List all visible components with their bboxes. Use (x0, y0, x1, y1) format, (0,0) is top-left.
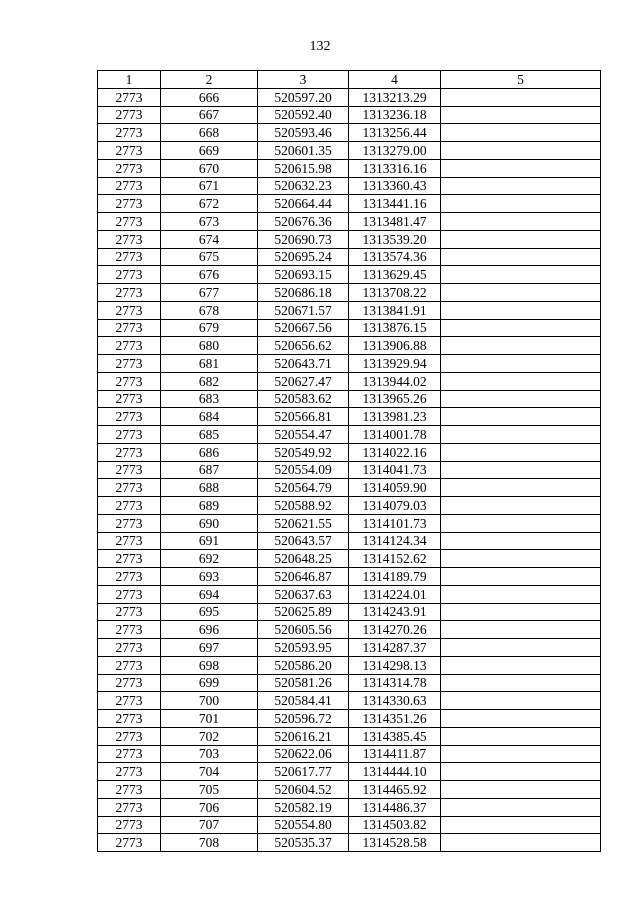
cell-coordinate-x: 520588.92 (258, 497, 349, 515)
table-row (98, 514, 601, 532)
cell-coordinate-x: 520592.40 (258, 106, 349, 124)
cell-coordinate-y: 1313539.20 (349, 230, 441, 248)
cell-coordinate-y: 1313944.02 (349, 372, 441, 390)
cell-note (441, 301, 601, 319)
cell-note (441, 443, 601, 461)
cell-note (441, 408, 601, 426)
cell-coordinate-x: 520671.57 (258, 301, 349, 319)
cell-coordinate-x: 520604.52 (258, 781, 349, 799)
table-row (98, 230, 601, 248)
cell-parcel: 2773 (98, 337, 161, 355)
cell-parcel: 2773 (98, 142, 161, 160)
cell-note (441, 532, 601, 550)
cell-note (441, 816, 601, 834)
cell-coordinate-x: 520583.62 (258, 390, 349, 408)
table-row (98, 248, 601, 266)
cell-coordinate-y: 1314528.58 (349, 834, 441, 852)
cell-coordinate-y: 1314385.45 (349, 727, 441, 745)
cell-coordinate-x: 520566.81 (258, 408, 349, 426)
cell-point-number: 677 (161, 284, 258, 302)
cell-note (441, 745, 601, 763)
cell-note (441, 497, 601, 515)
table-row (98, 692, 601, 710)
cell-parcel: 2773 (98, 195, 161, 213)
cell-coordinate-y: 1314243.91 (349, 603, 441, 621)
cell-coordinate-y: 1313213.29 (349, 88, 441, 106)
cell-coordinate-y: 1314314.78 (349, 674, 441, 692)
cell-parcel: 2773 (98, 816, 161, 834)
cell-parcel: 2773 (98, 213, 161, 231)
cell-coordinate-x: 520616.21 (258, 727, 349, 745)
cell-parcel: 2773 (98, 284, 161, 302)
cell-note (441, 656, 601, 674)
table-row (98, 284, 601, 302)
cell-point-number: 680 (161, 337, 258, 355)
cell-coordinate-x: 520593.46 (258, 124, 349, 142)
cell-coordinate-x: 520648.25 (258, 550, 349, 568)
cell-parcel: 2773 (98, 621, 161, 639)
cell-coordinate-x: 520664.44 (258, 195, 349, 213)
column-header-4: 4 (349, 71, 441, 89)
cell-coordinate-y: 1313441.16 (349, 195, 441, 213)
cell-coordinate-y: 1314124.34 (349, 532, 441, 550)
cell-point-number: 671 (161, 177, 258, 195)
cell-parcel: 2773 (98, 834, 161, 852)
cell-point-number: 666 (161, 88, 258, 106)
cell-parcel: 2773 (98, 372, 161, 390)
column-header-1: 1 (98, 71, 161, 89)
cell-point-number: 694 (161, 585, 258, 603)
cell-parcel: 2773 (98, 639, 161, 657)
table-row (98, 763, 601, 781)
cell-parcel: 2773 (98, 355, 161, 373)
cell-note (441, 372, 601, 390)
cell-coordinate-y: 1313481.47 (349, 213, 441, 231)
cell-coordinate-x: 520695.24 (258, 248, 349, 266)
cell-coordinate-x: 520637.63 (258, 585, 349, 603)
cell-parcel: 2773 (98, 798, 161, 816)
cell-coordinate-x: 520643.57 (258, 532, 349, 550)
cell-coordinate-x: 520549.92 (258, 443, 349, 461)
cell-point-number: 684 (161, 408, 258, 426)
cell-note (441, 461, 601, 479)
cell-point-number: 696 (161, 621, 258, 639)
cell-parcel: 2773 (98, 532, 161, 550)
cell-coordinate-y: 1314465.92 (349, 781, 441, 799)
cell-note (441, 195, 601, 213)
cell-coordinate-x: 520535.37 (258, 834, 349, 852)
table-row (98, 497, 601, 515)
cell-parcel: 2773 (98, 124, 161, 142)
cell-parcel: 2773 (98, 514, 161, 532)
cell-point-number: 689 (161, 497, 258, 515)
cell-coordinate-x: 520632.23 (258, 177, 349, 195)
cell-coordinate-x: 520693.15 (258, 266, 349, 284)
cell-note (441, 621, 601, 639)
cell-point-number: 681 (161, 355, 258, 373)
cell-point-number: 691 (161, 532, 258, 550)
cell-point-number: 697 (161, 639, 258, 657)
cell-parcel: 2773 (98, 301, 161, 319)
cell-coordinate-y: 1313236.18 (349, 106, 441, 124)
cell-parcel: 2773 (98, 88, 161, 106)
table-row (98, 674, 601, 692)
cell-coordinate-y: 1314411.87 (349, 745, 441, 763)
column-header-3: 3 (258, 71, 349, 89)
cell-note (441, 479, 601, 497)
cell-parcel: 2773 (98, 266, 161, 284)
cell-note (441, 248, 601, 266)
cell-parcel: 2773 (98, 426, 161, 444)
cell-point-number: 704 (161, 763, 258, 781)
cell-note (441, 710, 601, 728)
cell-parcel: 2773 (98, 230, 161, 248)
cell-note (441, 284, 601, 302)
cell-coordinate-x: 520643.71 (258, 355, 349, 373)
cell-coordinate-y: 1314444.10 (349, 763, 441, 781)
cell-coordinate-x: 520605.56 (258, 621, 349, 639)
cell-coordinate-y: 1313906.88 (349, 337, 441, 355)
cell-point-number: 698 (161, 656, 258, 674)
cell-note (441, 213, 601, 231)
table-row (98, 585, 601, 603)
cell-point-number: 708 (161, 834, 258, 852)
table-body (98, 88, 601, 851)
cell-parcel: 2773 (98, 656, 161, 674)
cell-coordinate-x: 520690.73 (258, 230, 349, 248)
coordinates-table (97, 70, 601, 852)
cell-note (441, 319, 601, 337)
cell-coordinate-y: 1313360.43 (349, 177, 441, 195)
cell-coordinate-x: 520596.72 (258, 710, 349, 728)
cell-note (441, 674, 601, 692)
cell-coordinate-y: 1314298.13 (349, 656, 441, 674)
cell-point-number: 678 (161, 301, 258, 319)
cell-parcel: 2773 (98, 497, 161, 515)
cell-coordinate-x: 520646.87 (258, 568, 349, 586)
table-row (98, 834, 601, 852)
cell-parcel: 2773 (98, 177, 161, 195)
cell-note (441, 106, 601, 124)
table-row (98, 816, 601, 834)
cell-coordinate-y: 1313981.23 (349, 408, 441, 426)
cell-coordinate-x: 520554.47 (258, 426, 349, 444)
cell-coordinate-x: 520686.18 (258, 284, 349, 302)
cell-note (441, 124, 601, 142)
cell-coordinate-x: 520584.41 (258, 692, 349, 710)
cell-coordinate-y: 1314270.26 (349, 621, 441, 639)
cell-note (441, 603, 601, 621)
cell-coordinate-y: 1314486.37 (349, 798, 441, 816)
table-row (98, 532, 601, 550)
table-row (98, 301, 601, 319)
cell-coordinate-x: 520554.09 (258, 461, 349, 479)
cell-coordinate-x: 520582.19 (258, 798, 349, 816)
cell-parcel: 2773 (98, 763, 161, 781)
table-row (98, 408, 601, 426)
cell-point-number: 705 (161, 781, 258, 799)
cell-note (441, 337, 601, 355)
cell-note (441, 727, 601, 745)
cell-coordinate-y: 1313316.16 (349, 159, 441, 177)
table-row (98, 355, 601, 373)
cell-coordinate-x: 520586.20 (258, 656, 349, 674)
cell-point-number: 672 (161, 195, 258, 213)
table-row (98, 745, 601, 763)
cell-coordinate-y: 1313929.94 (349, 355, 441, 373)
table-row (98, 372, 601, 390)
cell-coordinate-x: 520617.77 (258, 763, 349, 781)
table-row (98, 142, 601, 160)
cell-point-number: 690 (161, 514, 258, 532)
cell-point-number: 701 (161, 710, 258, 728)
cell-parcel: 2773 (98, 603, 161, 621)
table-row (98, 568, 601, 586)
cell-parcel: 2773 (98, 550, 161, 568)
cell-point-number: 706 (161, 798, 258, 816)
cell-parcel: 2773 (98, 106, 161, 124)
cell-coordinate-y: 1314330.63 (349, 692, 441, 710)
cell-coordinate-y: 1314351.26 (349, 710, 441, 728)
cell-note (441, 514, 601, 532)
cell-note (441, 585, 601, 603)
cell-coordinate-y: 1314152.62 (349, 550, 441, 568)
cell-parcel: 2773 (98, 319, 161, 337)
cell-parcel: 2773 (98, 692, 161, 710)
table-row (98, 798, 601, 816)
cell-point-number: 676 (161, 266, 258, 284)
table-row (98, 337, 601, 355)
table-row (98, 426, 601, 444)
cell-parcel: 2773 (98, 461, 161, 479)
cell-note (441, 763, 601, 781)
cell-parcel: 2773 (98, 248, 161, 266)
cell-point-number: 674 (161, 230, 258, 248)
cell-note (441, 781, 601, 799)
cell-note (441, 230, 601, 248)
column-header-2: 2 (161, 71, 258, 89)
table-row (98, 213, 601, 231)
cell-parcel: 2773 (98, 408, 161, 426)
cell-note (441, 568, 601, 586)
table-header-row (98, 71, 601, 89)
table-row (98, 656, 601, 674)
cell-coordinate-x: 520615.98 (258, 159, 349, 177)
cell-note (441, 266, 601, 284)
table-row (98, 710, 601, 728)
cell-coordinate-y: 1314287.37 (349, 639, 441, 657)
cell-point-number: 693 (161, 568, 258, 586)
cell-note (441, 159, 601, 177)
cell-coordinate-x: 520656.62 (258, 337, 349, 355)
table-row (98, 727, 601, 745)
cell-parcel: 2773 (98, 710, 161, 728)
cell-coordinate-x: 520597.20 (258, 88, 349, 106)
cell-parcel: 2773 (98, 727, 161, 745)
cell-point-number: 670 (161, 159, 258, 177)
cell-coordinate-x: 520564.79 (258, 479, 349, 497)
cell-coordinate-y: 1314189.79 (349, 568, 441, 586)
cell-coordinate-x: 520601.35 (258, 142, 349, 160)
cell-point-number: 692 (161, 550, 258, 568)
cell-note (441, 426, 601, 444)
table-row (98, 177, 601, 195)
cell-point-number: 679 (161, 319, 258, 337)
table-row (98, 390, 601, 408)
page-number: 132 (309, 39, 331, 54)
cell-note (441, 834, 601, 852)
table-row (98, 266, 601, 284)
cell-note (441, 88, 601, 106)
table-row (98, 550, 601, 568)
cell-note (441, 177, 601, 195)
cell-point-number: 707 (161, 816, 258, 834)
cell-note (441, 550, 601, 568)
cell-point-number: 688 (161, 479, 258, 497)
cell-coordinate-x: 520621.55 (258, 514, 349, 532)
cell-coordinate-y: 1314079.03 (349, 497, 441, 515)
cell-point-number: 702 (161, 727, 258, 745)
cell-coordinate-y: 1314022.16 (349, 443, 441, 461)
table-row (98, 781, 601, 799)
cell-coordinate-x: 520593.95 (258, 639, 349, 657)
cell-parcel: 2773 (98, 390, 161, 408)
table-row (98, 461, 601, 479)
cell-point-number: 700 (161, 692, 258, 710)
cell-note (441, 692, 601, 710)
table-row (98, 443, 601, 461)
cell-note (441, 798, 601, 816)
table-row (98, 195, 601, 213)
cell-coordinate-y: 1314224.01 (349, 585, 441, 603)
cell-coordinate-y: 1313876.15 (349, 319, 441, 337)
cell-coordinate-y: 1313841.91 (349, 301, 441, 319)
cell-coordinate-x: 520676.36 (258, 213, 349, 231)
cell-coordinate-x: 520667.56 (258, 319, 349, 337)
cell-coordinate-y: 1313629.45 (349, 266, 441, 284)
cell-point-number: 673 (161, 213, 258, 231)
cell-point-number: 667 (161, 106, 258, 124)
table-row (98, 88, 601, 106)
cell-point-number: 683 (161, 390, 258, 408)
cell-parcel: 2773 (98, 745, 161, 763)
cell-coordinate-y: 1313574.36 (349, 248, 441, 266)
table-row (98, 603, 601, 621)
cell-point-number: 686 (161, 443, 258, 461)
cell-point-number: 685 (161, 426, 258, 444)
cell-parcel: 2773 (98, 568, 161, 586)
cell-note (441, 390, 601, 408)
table-row (98, 319, 601, 337)
cell-coordinate-x: 520625.89 (258, 603, 349, 621)
cell-point-number: 695 (161, 603, 258, 621)
cell-point-number: 703 (161, 745, 258, 763)
table-row (98, 479, 601, 497)
table-row (98, 159, 601, 177)
cell-coordinate-y: 1313708.22 (349, 284, 441, 302)
cell-point-number: 669 (161, 142, 258, 160)
cell-parcel: 2773 (98, 585, 161, 603)
cell-coordinate-y: 1314059.90 (349, 479, 441, 497)
cell-coordinate-x: 520622.06 (258, 745, 349, 763)
cell-coordinate-y: 1314001.78 (349, 426, 441, 444)
cell-parcel: 2773 (98, 443, 161, 461)
column-header-5: 5 (441, 71, 601, 89)
cell-coordinate-y: 1313965.26 (349, 390, 441, 408)
table-row (98, 106, 601, 124)
cell-note (441, 355, 601, 373)
cell-note (441, 639, 601, 657)
cell-point-number: 682 (161, 372, 258, 390)
cell-parcel: 2773 (98, 781, 161, 799)
cell-coordinate-y: 1314101.73 (349, 514, 441, 532)
table-row (98, 124, 601, 142)
cell-point-number: 675 (161, 248, 258, 266)
cell-coordinate-y: 1313279.00 (349, 142, 441, 160)
cell-coordinate-x: 520627.47 (258, 372, 349, 390)
cell-point-number: 699 (161, 674, 258, 692)
cell-coordinate-x: 520554.80 (258, 816, 349, 834)
cell-parcel: 2773 (98, 674, 161, 692)
cell-coordinate-y: 1314503.82 (349, 816, 441, 834)
cell-parcel: 2773 (98, 479, 161, 497)
cell-coordinate-x: 520581.26 (258, 674, 349, 692)
cell-parcel: 2773 (98, 159, 161, 177)
table-row (98, 639, 601, 657)
cell-coordinate-y: 1314041.73 (349, 461, 441, 479)
cell-note (441, 142, 601, 160)
cell-point-number: 687 (161, 461, 258, 479)
table-row (98, 621, 601, 639)
cell-coordinate-y: 1313256.44 (349, 124, 441, 142)
cell-point-number: 668 (161, 124, 258, 142)
